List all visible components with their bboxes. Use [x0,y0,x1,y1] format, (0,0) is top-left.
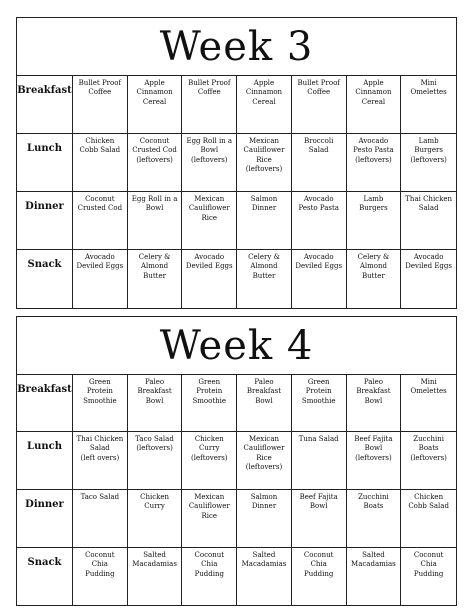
meal-cell: Avocado Deviled Eggs [405,253,452,271]
meal-cell: Coconut Crusted Cod [73,192,128,250]
meal-cell: Avocado Deviled Eggs [182,250,237,309]
meal-cell: Egg Roll in a Bowl [128,192,183,250]
meal-cell: Paleo Breakfast Bowl [237,375,292,432]
meal-cell: Avocado Pesto Pasta [292,192,347,250]
row-label-dinner: Dinner [17,490,73,548]
meal-grid [17,76,456,309]
week-title: Week 3 [17,18,456,76]
meal-cell: Salted Macadamias [347,548,402,606]
meal-cell: Apple Cinnamon Cereal [347,76,402,134]
meal-cell: Salted Macadamias [237,548,292,606]
week-title: Week 4 [17,317,456,375]
meal-cell: Coconut Crusted Cod (leftovers) [128,134,183,192]
meal-cell: Avocado Pesto Pasta (leftovers) [347,134,402,192]
meal-cell: Mini Omelettes [401,76,456,134]
row-label-lunch: Lunch [17,134,73,192]
meal-cell: Celery & Almond Butter [128,250,183,309]
meal-cell: Coconut Chia Pudding [182,548,237,606]
meal-cell: Thai Chicken Salad [401,192,456,250]
meal-cell: Green Protein Smoothie [292,375,347,432]
meal-cell: Salted Macadamias [128,548,183,606]
meal-cell: Mini Omelettes [401,375,456,432]
meal-cell: Zucchini Boats (leftovers) [401,432,456,490]
meal-cell: Apple Cinnamon Cereal [237,76,292,134]
meal-cell: Avocado Deviled Eggs [73,250,128,309]
meal-cell: Bullet Proof Coffee [182,76,237,134]
row-label-breakfast: Breakfast [17,76,73,134]
meal-grid [17,375,456,606]
meal-cell: Egg Roll in a Bowl (leftovers) [182,134,237,192]
meal-cell: Lamb Burgers [347,192,402,250]
meal-cell: Chicken Cobb Salad [401,490,456,548]
meal-cell: Chicken Cobb Salad [73,134,128,192]
meal-cell: Paleo Breakfast Bowl [347,375,402,432]
row-label-snack: Snack [17,250,73,309]
meal-cell: Celery & Almond Butter [347,250,402,309]
meal-cell: Mexican Cauliflower Rice [182,490,237,548]
meal-cell: Bullet Proof Coffee [292,76,347,134]
meal-cell: Green Protein Smoothie [73,375,128,432]
meal-cell: Taco Salad (leftovers) [128,432,183,490]
week-3-plan [16,17,457,309]
meal-cell: Green Protein Smoothie [182,375,237,432]
meal-cell: Salmon Dinner [237,192,292,250]
meal-cell: Beef Fajita Bowl [292,490,347,548]
meal-cell: Coconut Chia Pudding [413,551,444,578]
meal-cell: Zucchini Boats [347,490,402,548]
meal-cell: Mexican Cauliflower Rice (leftovers) [237,432,292,490]
meal-cell: Lamb Burgers (leftovers) [401,134,456,192]
meal-cell: Celery & Almond Butter [237,250,292,309]
meal-cell: Mexican Cauliflower Rice [182,192,237,250]
meal-cell: Bullet Proof Coffee [73,76,128,134]
meal-cell: Coconut Chia Pudding [292,548,347,606]
row-label-lunch: Lunch [17,432,73,490]
meal-cell: Avocado Deviled Eggs [292,250,347,309]
row-label-snack: Snack [17,548,73,606]
meal-cell: Taco Salad [73,490,128,548]
meal-cell: Tuna Salad [292,432,347,490]
row-label-breakfast: Breakfast [17,375,73,432]
meal-cell: Salmon Dinner [237,490,292,548]
row-label-dinner: Dinner [17,192,73,250]
meal-cell: Coconut Chia Pudding [73,548,128,606]
meal-cell: Mexican Cauliflower Rice (leftovers) [237,134,292,192]
week-4-plan [16,316,457,606]
meal-cell: Broccoli Salad [292,134,347,192]
meal-cell: Thai Chicken Salad (left overs) [73,432,128,490]
meal-cell: Chicken Curry (leftovers) [182,432,237,490]
meal-cell: Chicken Curry [128,490,183,548]
meal-cell: Paleo Breakfast Bowl [128,375,183,432]
meal-cell: Beef Fajita Bowl (leftovers) [347,432,402,490]
meal-cell: Apple Cinnamon Cereal [128,76,183,134]
